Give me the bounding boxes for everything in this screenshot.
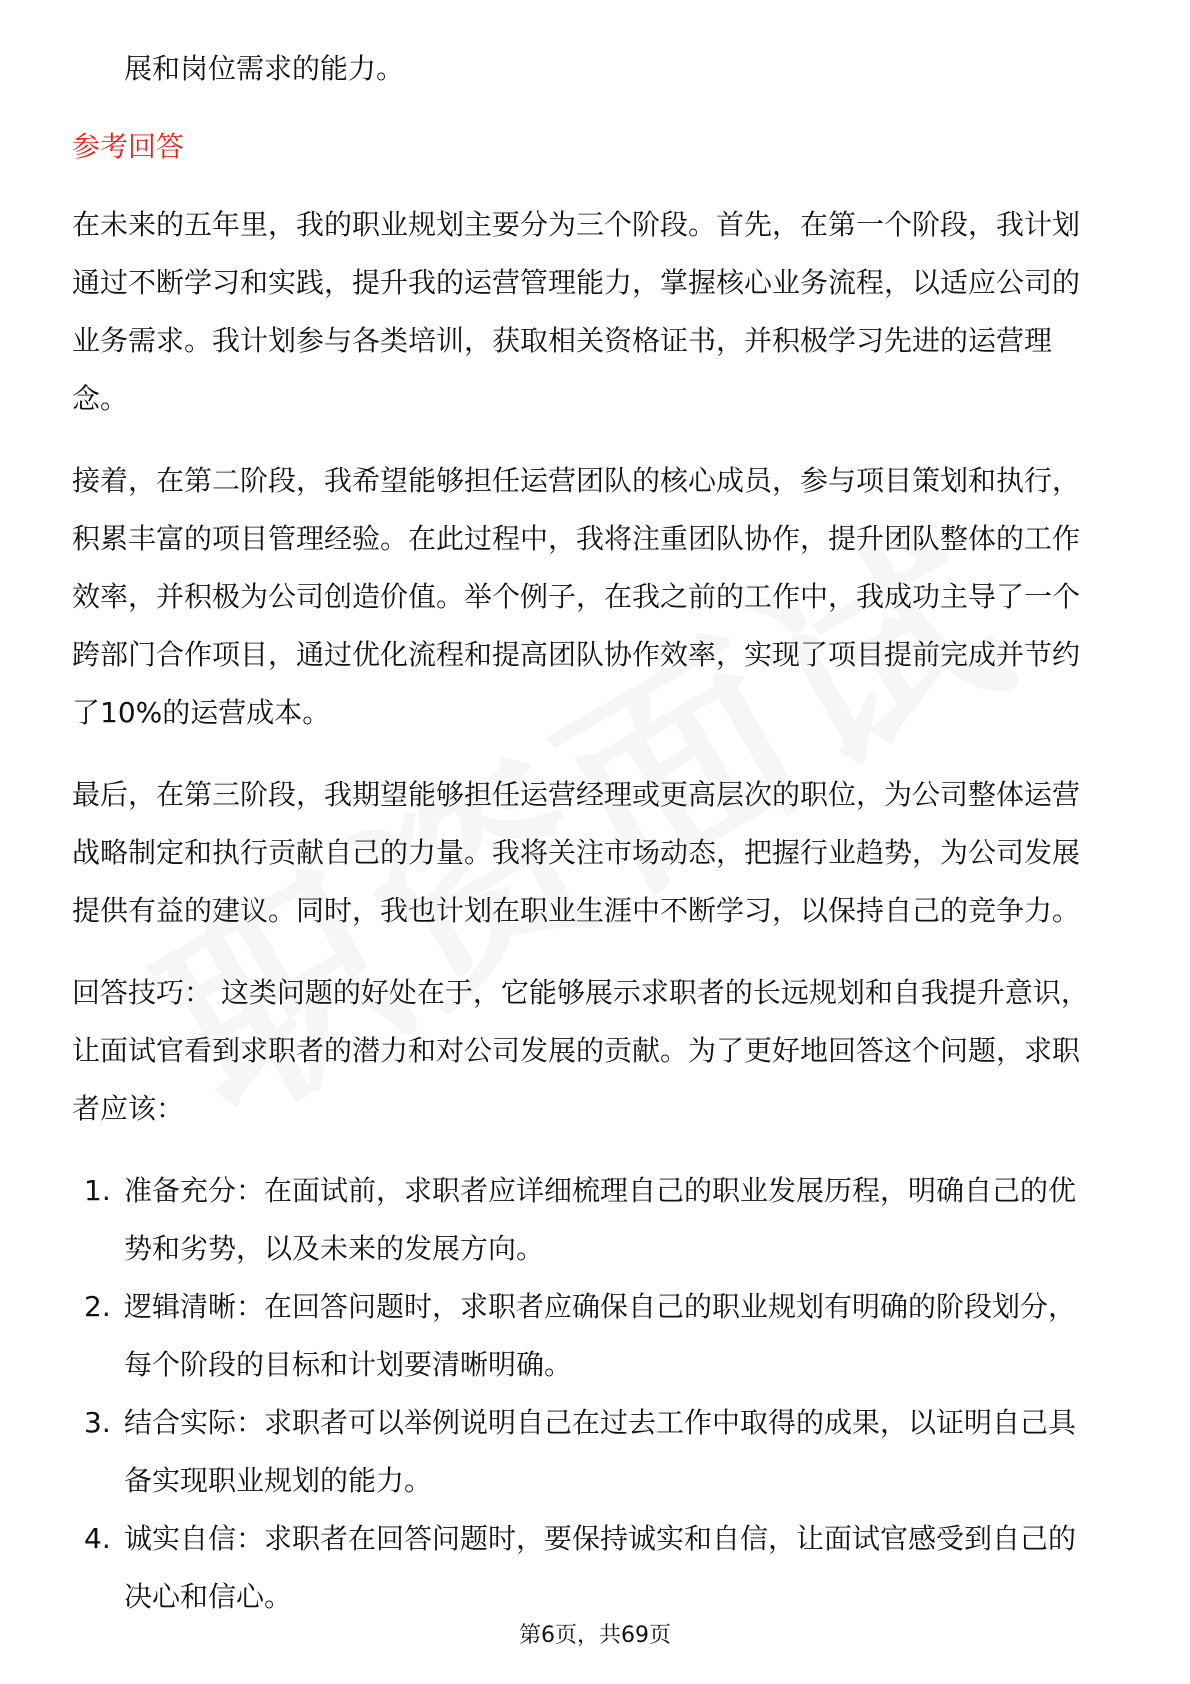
section-heading: 参考回答 xyxy=(72,130,185,163)
document-page xyxy=(72,40,1112,1626)
paragraph-plan-stage-1 xyxy=(72,196,1112,428)
list-item-number: 4. xyxy=(84,1522,111,1555)
list-item-line: 逻辑清晰：在回答问题时，求职者应确保自己的职业规划有明确的阶段划分， xyxy=(124,1290,1077,1323)
list-item-line: 决心和信心。 xyxy=(124,1580,293,1613)
list-item-line: 准备充分：在面试前，求职者应详细梳理自己的职业发展历程，明确自己的优 xyxy=(124,1174,1077,1207)
paragraph-line: 接着，在第二阶段，我希望能够担任运营团队的核心成员，参与项目策划和执行， xyxy=(72,464,1081,497)
paragraph-line: 让面试官看到求职者的潜力和对公司发展的贡献。为了更好地回答这个问题，求职 xyxy=(72,1034,1081,1067)
paragraph-plan-stage-3 xyxy=(72,766,1112,940)
list-item xyxy=(72,1510,1112,1626)
paragraph-line: 效率，并积极为公司创造价值。举个例子，在我之前的工作中，我成功主导了一个 xyxy=(72,580,1081,613)
paragraph-line: 在未来的五年里，我的职业规划主要分为三个阶段。首先，在第一个阶段，我计划 xyxy=(72,208,1081,241)
paragraph-line: 念。 xyxy=(72,382,129,415)
list-item xyxy=(72,1394,1112,1510)
continuation-text: 展和岗位需求的能力。 xyxy=(124,52,405,85)
list-item xyxy=(72,1162,1112,1278)
list-item-number: 2. xyxy=(84,1290,111,1323)
list-item xyxy=(72,1278,1112,1394)
list-item-line: 结合实际：求职者可以举例说明自己在过去工作中取得的成果，以证明自己具 xyxy=(124,1406,1077,1439)
paragraph-line: 提供有益的建议。同时，我也计划在职业生涯中不断学习，以保持自己的竞争力。 xyxy=(72,894,1081,927)
list-item-line: 备实现职业规划的能力。 xyxy=(124,1464,433,1497)
list-item-number: 3. xyxy=(84,1406,111,1439)
list-item-line: 势和劣势，以及未来的发展方向。 xyxy=(124,1232,545,1265)
list-item-line: 诚实自信：求职者在回答问题时，要保持诚实和自信，让面试官感受到自己的 xyxy=(124,1522,1077,1555)
paragraph-line: 跨部门合作项目，通过优化流程和提高团队协作效率，实现了项目提前完成并节约 xyxy=(72,638,1081,671)
paragraph-line: 了10%的运营成本。 xyxy=(72,696,331,729)
paragraph-plan-stage-2 xyxy=(72,452,1112,742)
paragraph-line: 战略制定和执行贡献自己的力量。我将关注市场动态，把握行业趋势，为公司发展 xyxy=(72,836,1081,869)
paragraph-line: 回答技巧： 这类问题的好处在于，它能够展示求职者的长远规划和自我提升意识， xyxy=(72,976,1089,1009)
paragraph-line: 者应该： xyxy=(72,1092,185,1125)
page-number-footer: 第6页，共69页 xyxy=(519,1623,671,1648)
paragraph-line: 通过不断学习和实践，提升我的运营管理能力，掌握核心业务流程，以适应公司的 xyxy=(72,266,1081,299)
paragraph-line: 积累丰富的项目管理经验。在此过程中，我将注重团队协作，提升团队整体的工作 xyxy=(72,522,1081,555)
paragraph-line: 业务需求。我计划参与各类培训，获取相关资格证书，并积极学习先进的运营理 xyxy=(72,324,1053,357)
list-item-number: 1. xyxy=(84,1174,111,1207)
paragraph-answer-tips xyxy=(72,964,1112,1138)
paragraph-line: 最后，在第三阶段，我期望能够担任运营经理或更高层次的职位，为公司整体运营 xyxy=(72,778,1081,811)
tips-list xyxy=(72,1162,1112,1626)
list-item-line: 每个阶段的目标和计划要清晰明确。 xyxy=(124,1348,573,1381)
